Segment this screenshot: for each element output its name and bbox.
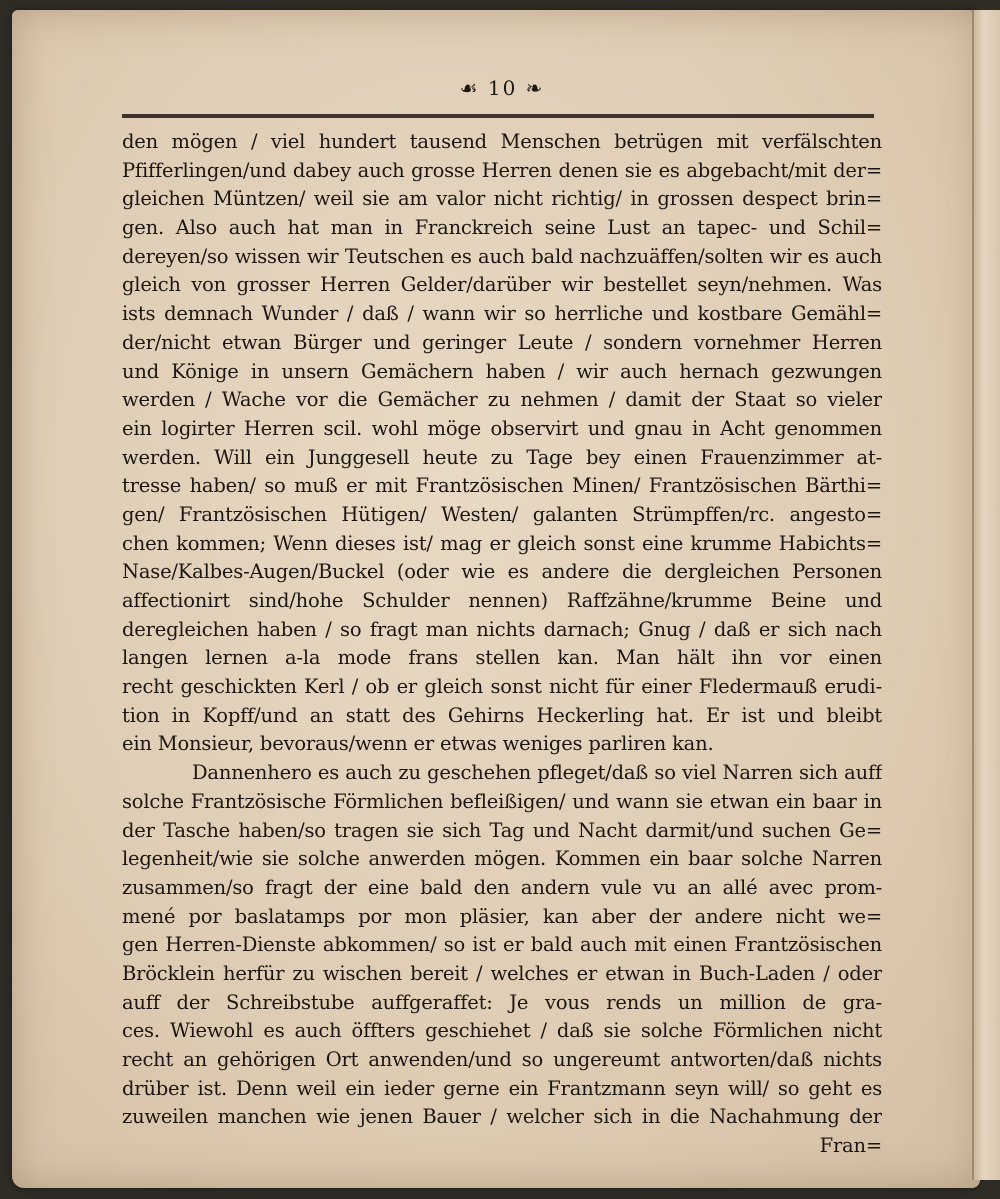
text-line: Nase/Kalbes-Augen/Buckel (oder wie es andere die dergleichen Personen: [122, 560, 882, 584]
text-line: tresse haben/ so muß er mit Frantzösischen Minen/ Frantzösischen Bärthi=: [122, 474, 882, 498]
text-line: langen lernen a-la mode frans stellen kan. Man hält ihn vor einen: [122, 646, 882, 670]
text-line: Pfifferlingen/und dabey auch grosse Herren denen sie es abgebacht/mit der=: [122, 158, 882, 182]
text-line: affectionirt sind/hohe Schulder nennen) Raffzähne/krumme Beine und: [122, 589, 882, 612]
text-line: gleichen Müntzen/ weil sie am valor nicht richtig/ in grossen despect brin=: [122, 187, 882, 211]
text-line: zusammen/so fragt der eine bald den andern vule vu an allé avec prom-: [122, 875, 882, 899]
text-line: und Könige in unsern Gemächern haben / wir auch hernach gezwungen: [122, 359, 882, 383]
book-page: [12, 10, 980, 1188]
text-line: gleich von grosser Herren Gelder/darüber wir bestellet seyn/nehmen. Was: [122, 273, 882, 297]
text-line: werden / Wache vor die Gemächer zu nehmen / damit der Staat so vieler: [122, 388, 882, 412]
text-line: ces. Wiewohl es auch öffters geschiehet / daß sie solche Förmlichen nicht: [122, 1019, 882, 1043]
text-line: gen/ Frantzösischen Hütigen/ Westen/ galanten Strümpffen/rc. angesto=: [122, 502, 882, 526]
text-line: chen kommen; Wenn dieses ist/ mag er gleich sonst eine krumme Habichts=: [122, 531, 882, 555]
text-line: Bröcklein herfür zu wischen bereit / welches er etwan in Buch-Laden / oder: [122, 961, 882, 985]
text-line: ein Monsieur, bevoraus/wenn er etwas weniges parliren kan.: [122, 732, 714, 756]
text-line: mené por baslatamps por mon pläsier, kan aber der andere nicht we=: [122, 904, 882, 928]
text-line: dereyen/so wissen wir Teutschen es auch bald nachzuäffen/solten wir es auch: [122, 244, 882, 268]
next-page-edge: [972, 10, 1000, 1180]
text-line: werden. Will ein Junggesell heute zu Tage bey einen Frauenzimmer at-: [122, 445, 882, 469]
text-line: Dannenhero es auch zu geschehen pfleget/daß so viel Narren sich auff: [192, 761, 882, 785]
body-text: [122, 128, 882, 1161]
text-line: legenheit/wie sie solche anwerden mögen. Kommen ein baar solche Narren: [122, 847, 882, 871]
text-line: gen. Also auch hat man in Franckreich seine Lust an tapec- und Schil=: [122, 216, 882, 240]
text-line: ists demnach Wunder / daß / wann wir so herrliche und kostbare Gemähl=: [122, 302, 882, 326]
header-rule: [122, 114, 874, 118]
text-line: zuweilen manchen wie jenen Bauer / welcher sich in die Nachahmung der: [122, 1105, 882, 1129]
text-line: der/nicht etwan Bürger und geringer Leute / sondern vornehmer Herren: [122, 330, 882, 354]
text-line: tion in Kopff/und an statt des Gehirns Heckerling hat. Er ist und bleibt: [122, 703, 882, 727]
text-line: ein logirter Herren scil. wohl möge observirt und gnau in Acht genommen: [122, 416, 882, 440]
text-line: der Tasche haben/so tragen sie sich Tag und Nacht darmit/und suchen Ge=: [122, 818, 882, 842]
text-line: deregleichen haben / so fragt man nichts darnach; Gnug / daß er sich nach: [122, 617, 882, 641]
text-line: den mögen / viel hundert tausend Menschen betrügen mit verfälschten: [122, 130, 882, 153]
page-header: [122, 68, 874, 118]
catchword: Fran=: [819, 1134, 882, 1158]
text-line: recht an gehörigen Ort anwenden/und so ungereumt antworten/daß nichts: [122, 1048, 882, 1071]
text-line: recht geschickten Kerl / ob er gleich sonst nicht für einer Fledermauß erudi-: [122, 675, 882, 699]
text-line: auff der Schreibstube auffgeraffet: Je vous rends un million de gra-: [122, 990, 882, 1014]
page-number-ornament: ☙ 10 ❧: [459, 76, 545, 100]
text-line: solche Frantzösische Förmlichen befleißigen/ und wann sie etwan ein baar in: [122, 789, 882, 813]
text-line: gen Herren-Dienste abkommen/ so ist er bald auch mit einen Frantzösischen: [122, 933, 882, 957]
text-line: drüber ist. Denn weil ein ieder gerne ein Frantzmann seyn will/ so geht es: [122, 1076, 882, 1100]
